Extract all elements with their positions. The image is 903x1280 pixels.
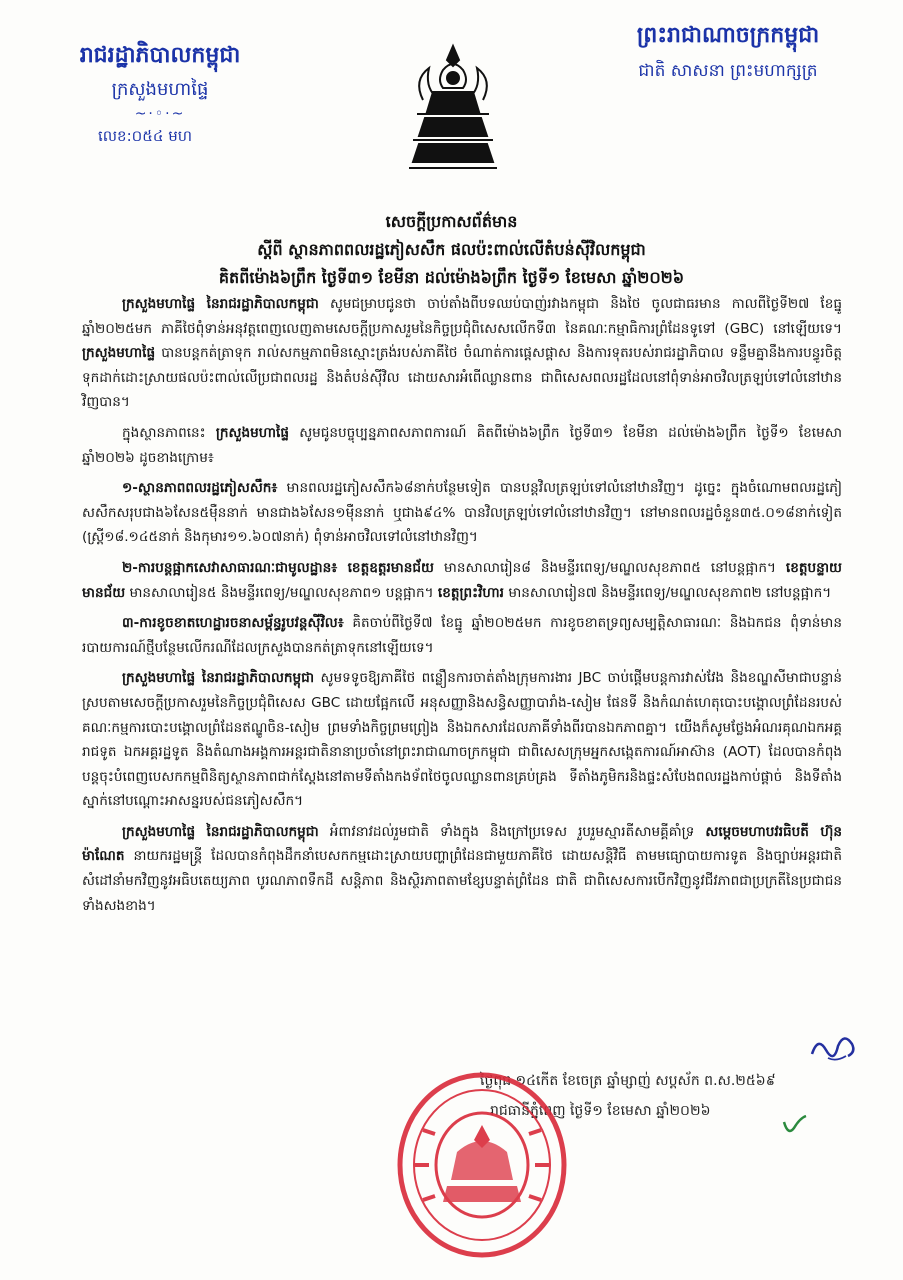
ministry-seal-icon <box>395 1070 570 1260</box>
paragraph-appeal <box>82 820 842 918</box>
national-motto: ជាតិ សាសនា ព្រះមហាក្សត្រ <box>638 61 818 81</box>
kingdom-title: ព្រះរាជាណាចក្រកម្ពុជា <box>636 22 820 48</box>
province-name: ខេត្តបន្ទាយមានជ័យ <box>82 559 842 601</box>
paragraph-text: នាយករដ្ឋមន្ត្រី ដែលបានកំពុងដឹកនាំបេសកកម្មដោះស្រាយបញ្ហាព្រំដែនជាមួយភាគីថៃ ដោយសន្តិវិធី តាមមធ្យោបាយការទូត និងច្បាប់អន្តរជាតិ សំដៅនាំមកវិញនូវអធិបតេយ្យភាព បូរណភាពទឹកដី សន្តិភាព និងស្ថិរភាពតាមខ្សែបន្ទាត់ព្រំដែន ជាតិ ជាពិសេសការបើកវិញនូវជីវភាពជាប្រក្រតីនៃប្រជាជនទាំងសងខាង។ <box>82 848 842 914</box>
ministry-header <box>70 40 250 148</box>
paragraph-text: អំពាវនាវដល់រួមជាតិ ទាំងក្នុង និងក្រៅប្រទេស រួបរួមស្មារតីសាមគ្គីគាំទ្រ <box>318 823 706 840</box>
lunar-date: ថ្ងៃពុធ ១៤កើត ខែចេត្រ ឆ្នាំម្សាញ់ សប្តស័ក ព.ស.២៥៦៩ <box>480 1073 776 1089</box>
section-heading: ១-ស្ថានភាពពលរដ្ឋភៀសសឹក៖ <box>122 480 278 497</box>
ministry-lead: ក្រសួងមហាផ្ទៃ <box>82 345 156 362</box>
paragraph-text: មានសាលារៀន៥ និងមន្ទីរពេទ្យ/មណ្ឌលសុខភាព១ បន្តផ្អាក។ <box>125 584 438 601</box>
document-number: លេខ:០៥៤ មហ <box>98 127 193 145</box>
ministry-lead: ក្រសួងមហាផ្ទៃ <box>215 424 289 441</box>
royal-emblem-icon <box>403 40 503 180</box>
paragraph-text: សូមជម្រាបជូនថា ចាប់តាំងពីបទឈប់បាញ់រវាងកម្ពុជា និងថៃ ចូលជាធរមាន កាលពីថ្ងៃទី២៧ ខែធ្នូ ឆ្នាំ២០២៥មក ភាគីថៃពុំទាន់អនុវត្តពេញលេញតាមសេចក្តីប្រកាសរួមនៃកិច្ចប្រជុំពិសេសលើកទី៣ នៃគណៈកម្មាធិការព្រំដែនទូទៅ (GBC) នៅឡើយទេ។ <box>82 296 842 337</box>
paragraph-text: សូមជូនបច្ចុប្បន្នភាពសភាពការណ៍ គិតពីម៉ោង៦ព្រឹក ថ្ងៃទី៣១ ខែមីនា ដល់ម៉ោង៦ព្រឹក ថ្ងៃទី១ ខែមេសា ឆ្នាំ២០២៦ ដូចខាងក្រោម៖ <box>82 424 842 466</box>
ministry-lead: ក្រសួងមហាផ្ទៃ នៃរាជរដ្ឋាភិបាលកម្ពុជា <box>122 296 319 312</box>
paragraph-refugees <box>82 476 842 550</box>
paragraph-text: បានបន្តកត់ត្រាទុក រាល់សកម្មភាពមិនស្មោះត្រង់របស់ភាគីថៃ ចំណាត់ការផ្តេសផ្តាស និងការទុតរបស់រាជរដ្ឋាភិបាល ទន្ទឹមគ្នានឹងការបន្ធូរចិត្តទុកដាក់ដោះស្រាយផលប៉ះពាល់លើប្រជាពលរដ្ឋ និងតំបន់ស៊ីវិល ដោយសារអំពើឈ្លានពាន ជាពិសេសពលរដ្ឋដែលនៅពុំទាន់អាចវិលត្រឡប់ទៅលំនៅឋានវិញបាន។ <box>82 345 842 411</box>
paragraph-text: ក្នុងស្ថានភាពនេះ <box>122 424 216 441</box>
paragraph-situation <box>82 421 842 470</box>
title-line-3: គិតពីម៉ោង៦ព្រឹក ថ្ងៃទី៣១ ខែមីនា ដល់ម៉ោង៦ព្រឹក ថ្ងៃទី១ ខែមេសា ឆ្នាំ២០២៦ <box>218 268 685 287</box>
paragraph-text: សូមទទូចឱ្យភាគីថៃ ពន្លឿនការចាត់តាំងក្រុមការងារ JBC ចាប់ផ្តើមបន្តការវាស់វែង និងខណ្ឌសីមាជាបន្ទាន់ ស្របតាមសេចក្តីប្រកាសរួមនៃកិច្ចប្រជុំពិសេស GBC ដោយផ្អែកលើ អនុសញ្ញានិងសន្ធិសញ្ញាបារាំង-សៀម ផែនទី និងកំណត់ហេតុបោះបង្គោលព្រំដែនរបស់គណៈកម្មការបោះបង្គោលព្រំដែនឥណ្ឌូចិន-សៀម ព្រមទាំងកិច្ចព្រមព្រៀង និងឯកសារដែលភាគីទាំងពីរបានឯកភាពគ្នា។ យើងក៏សូមថ្លែងអំណរគុណឯកអគ្គរាជទូត ឯកអគ្គរដ្ឋទូត និងតំណាងអង្គការអន្តរជាតិនានាប្រចាំនៅព្រះរាជាណាចក្រកម្ពុជា ជាពិសេសក្រុមអ្នកសង្កេតការណ៍អាស៊ាន (AOT) ដែលបានកំពុងបន្តចុះបំពេញបេសកកម្មពិនិត្យស្ថានភាពជាក់ស្តែងនៅតាមទីតាំងកងទ័ពថៃចូលឈ្លានពានគ្រប់គ្រង ទីតាំងភូមិករនិងផ្ទះសំបែងពលរដ្ឋងកាប់ផ្ដាច់ និងទីតាំងស្នាក់នៅបណ្ដោះអាសន្នរបស់ជនភៀសសឹក។ <box>82 670 842 810</box>
initial-mark-icon <box>780 1110 810 1140</box>
paragraph-intro <box>82 292 842 415</box>
announcement-title <box>60 208 843 292</box>
paragraph-text: មានសាលារៀន៨ និងមន្ទីរពេទ្យ/មណ្ឌលសុខភាព៥ នៅបន្តផ្អាក។ <box>433 559 786 576</box>
ministry-lead: ក្រសួងមហាផ្ទៃ នៃរាជរដ្ឋាភិបាលកម្ពុជា <box>122 823 319 840</box>
announcement-body <box>82 292 842 924</box>
prime-minister-name: សម្តេចមហាបវរធិបតី ហ៊ុន ម៉ាណែត <box>82 823 842 865</box>
title-line-1: សេចក្តីប្រកាសព័ត៌មាន <box>385 212 518 231</box>
paragraph-text: គិតចាប់ពីថ្ងៃទី៧ ខែធ្នូ ឆ្នាំ២០២៥មក ការខូចខាតទ្រព្យសម្បត្តិសាធារណៈ និងឯកជន ពុំទាន់មានរបាយការណ៍ថ្មីបន្ថែមលើករណីដែលក្រសួងបានកត់ត្រាទុកនៅឡើយទេ។ <box>82 615 842 656</box>
paragraph-damage <box>82 611 842 660</box>
government-title: រាជរដ្ឋាភិបាលកម្ពុជា <box>79 42 241 68</box>
paragraph-services <box>82 556 842 605</box>
paragraph-text: មានសាលារៀន៧ និងមន្ទីរពេទ្យ/មណ្ឌលសុខភាព២ នៅបន្តផ្អាក។ <box>504 584 832 601</box>
ministry-lead: ក្រសួងមហាផ្ទៃ នៃរាជរដ្ឋាភិបាលកម្ពុជា <box>122 670 315 687</box>
paragraph-request <box>82 666 842 814</box>
kingdom-header <box>593 18 863 86</box>
province-name: ខេត្តព្រះវិហារ <box>437 584 505 601</box>
title-line-2: ស្តីពី ស្ថានភាពពលរដ្ឋភៀសសឹក ផលប៉ះពាល់លើតំបន់ស៊ីវិលកម្ពុជា <box>257 240 646 259</box>
signature-mark-icon <box>808 1026 860 1066</box>
ornament-divider: ~·◦·~ <box>134 106 186 122</box>
place-date: រាជធានីភ្នំពេញ ថ្ងៃទី១ ខែមេសា ឆ្នាំ២០២៦ <box>490 1103 711 1119</box>
paragraph-text: មានពលរដ្ឋភៀសសឹក៦៨នាក់បន្ថែមទៀត បានបន្តវិលត្រឡប់ទៅលំនៅឋានវិញ។ ដូច្នេះ ក្នុងចំណោមពលរដ្ឋភៀសសឹកសរុបជាង៦សែន៥ម៉ឺននាក់ មានជាង៦សែន១ម៉ឺននាក់ ឬជាង៩៤% បានវិលត្រឡប់ទៅលំនៅឋានវិញ។ នៅមានពលរដ្ឋចំនួន៣៥.០១៨នាក់ទៀត (ស្ត្រី១៨.១៤៥នាក់ និងកុមារ១១.៦០៧នាក់) ពុំទាន់អាចវិលទៅលំនៅឋានវិញ។ <box>82 480 842 546</box>
ministry-name: ក្រសួងមហាផ្ទៃ <box>111 79 209 100</box>
section-heading: ៣-ការខូចខាតហេដ្ឋារចនាសម្ព័ន្ធរូបវន្តស៊ីវិល៖ <box>122 615 344 632</box>
section-heading: ២-ការបន្តផ្អាកសេវាសាធារណៈជាមូលដ្ឋាន៖ ខេត្តឧត្តរមានជ័យ <box>122 559 434 576</box>
